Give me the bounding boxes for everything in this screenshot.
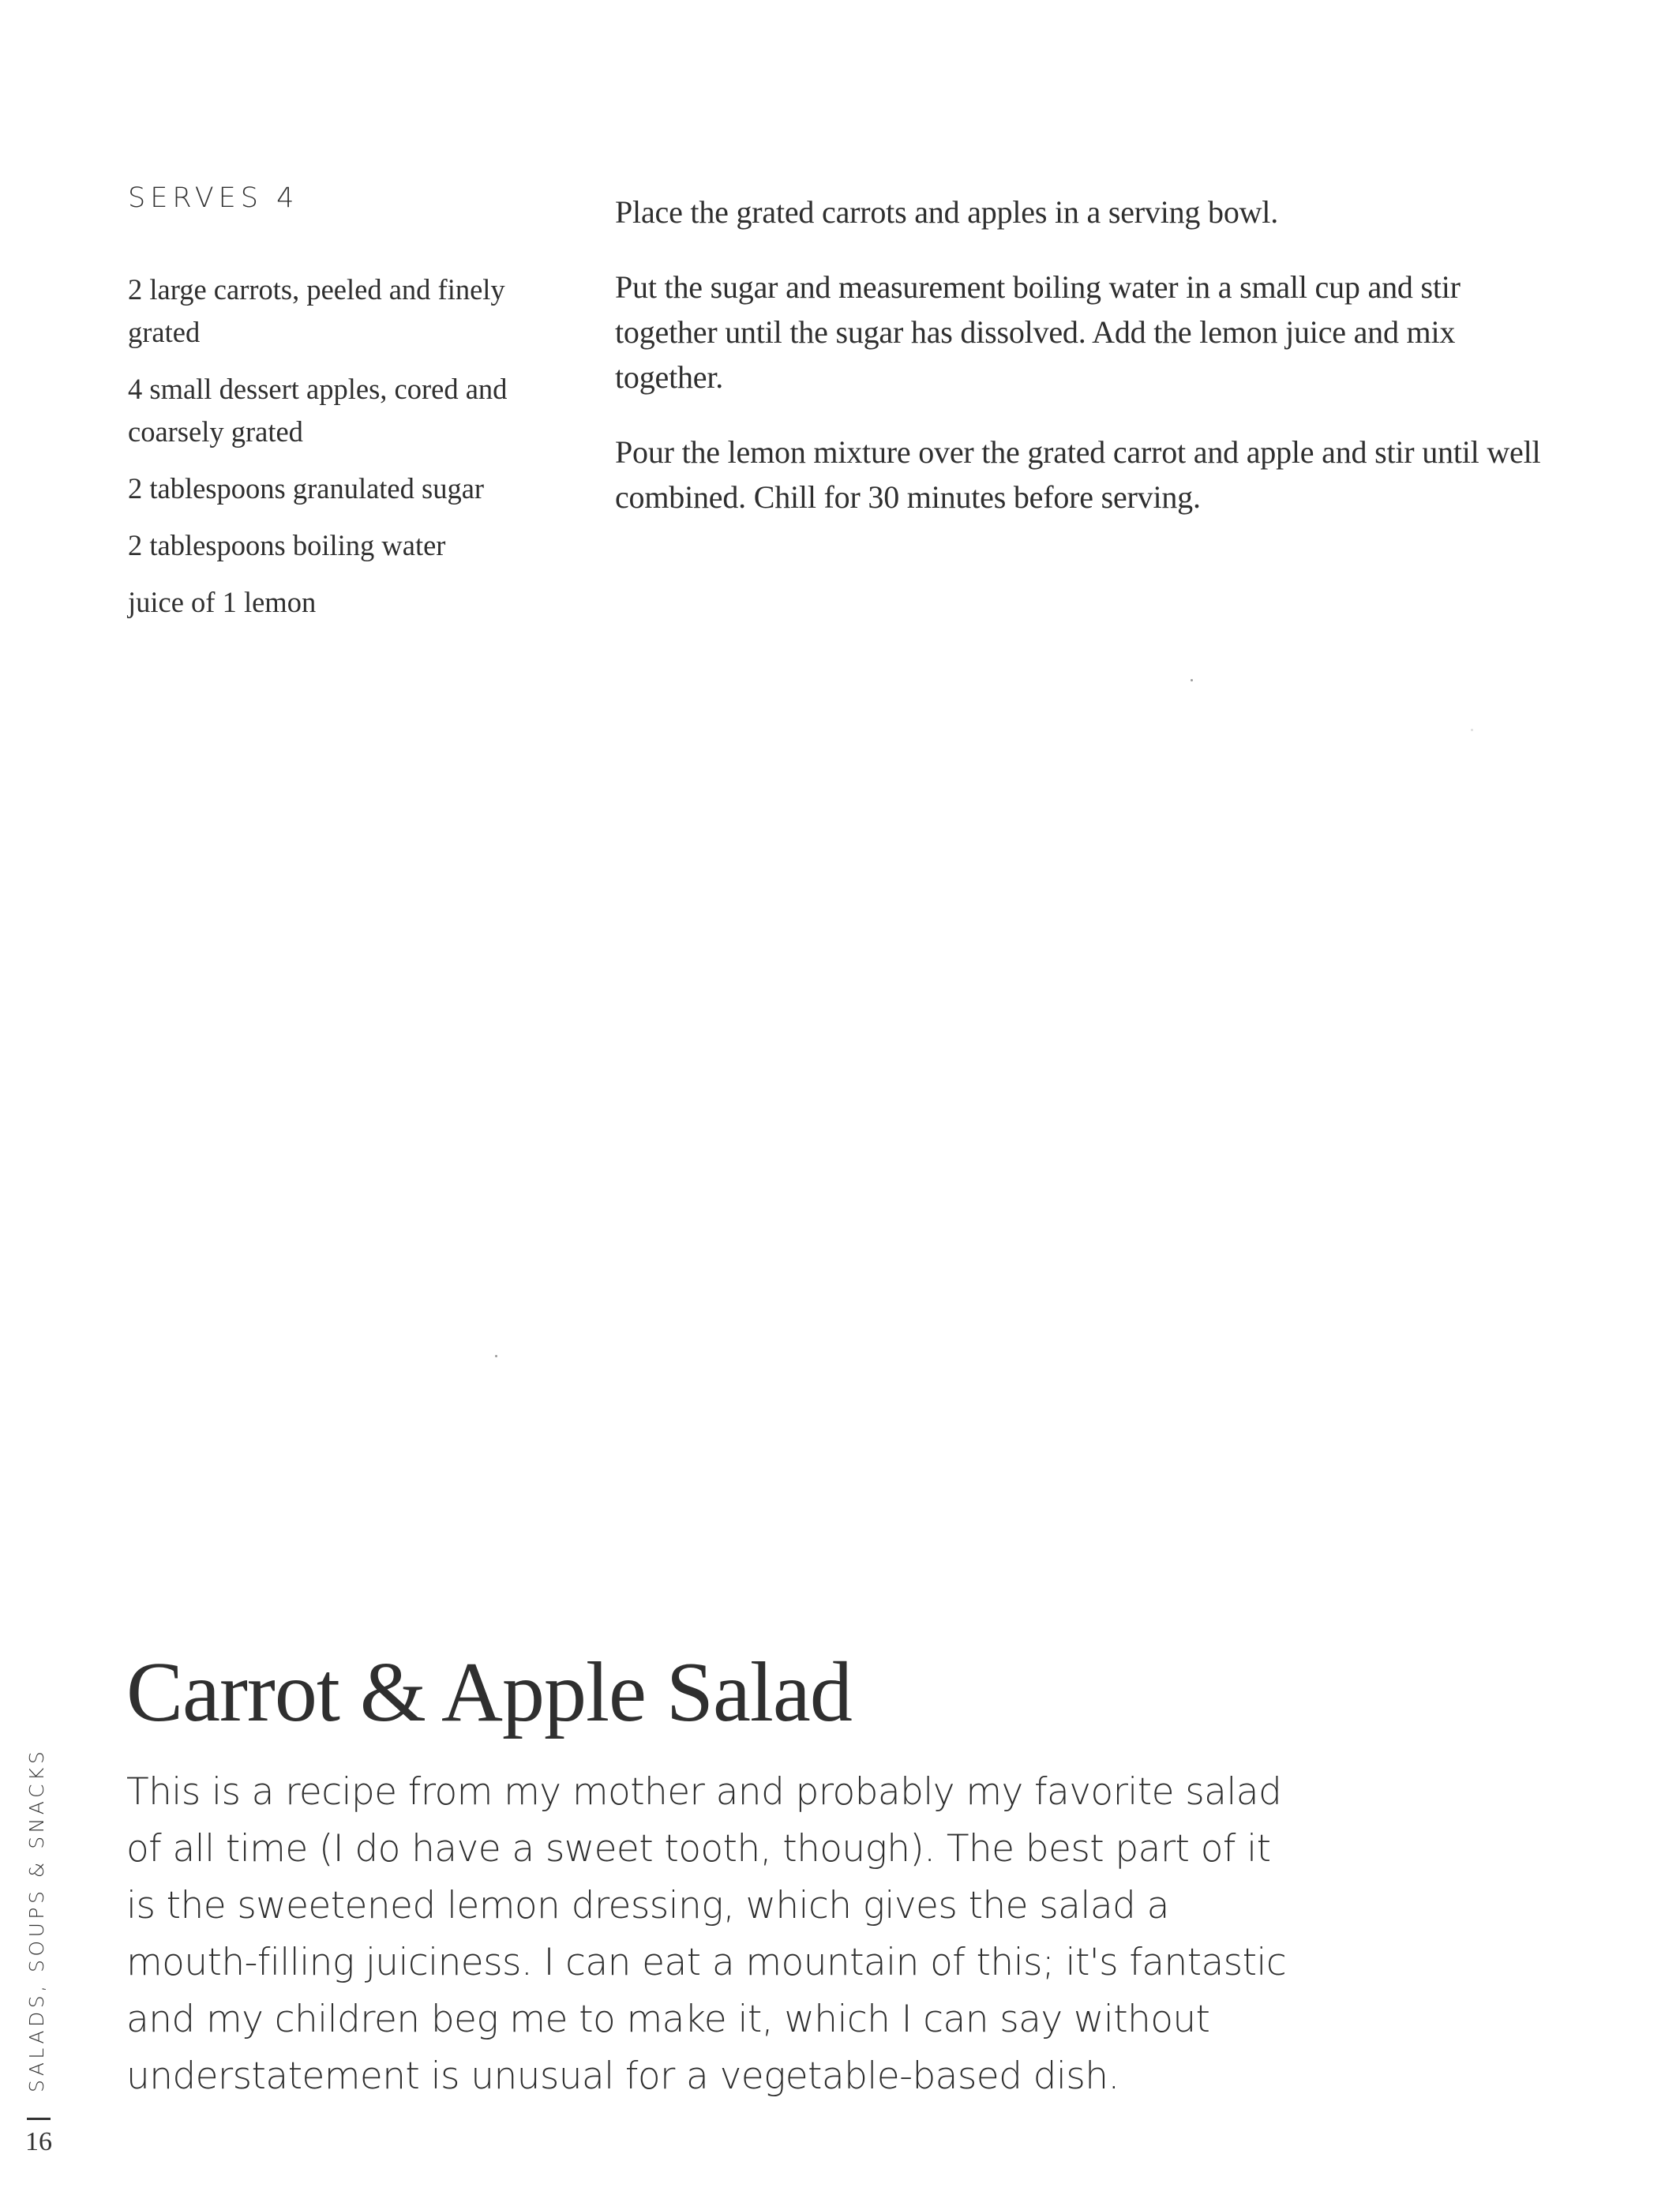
recipe-title: Carrot & Apple Salad bbox=[126, 1645, 852, 1739]
method-step: Pour the lemon mixture over the grated carrot and apple and stir until well combined. Chill for 30 minutes before serving. bbox=[615, 434, 1541, 515]
section-label: SALADS, SOUPS & SNACKS bbox=[25, 1747, 48, 2092]
method-step: Place the grated carrots and apples in a serving bowl. bbox=[615, 194, 1279, 230]
method-steps bbox=[615, 190, 1547, 550]
recipe-intro: This is a recipe from my mother and probably my favorite salad of all time (I do have a sweet tooth, though). The best part of it is the sweetened lemon dressing, which gives the salad a mouth-filling juiciness. I can eat a mountain of this; it's fantastic and my children beg me to make it, which I can say without understatement is unusual for a vegetable-based dish. bbox=[126, 1770, 1287, 2098]
ingredient-item: 2 large carrots, peeled and finely grated bbox=[128, 273, 505, 348]
footer-divider bbox=[27, 2118, 51, 2120]
method-step: Put the sugar and measurement boiling water in a small cup and stir together until the sugar has dissolved. Add the lemon juice and mix together. bbox=[615, 269, 1461, 395]
ingredient-item: 2 tablespoons boiling water bbox=[128, 529, 446, 561]
page-number: 16 bbox=[25, 2127, 52, 2156]
ingredient-item: 2 tablespoons granulated sugar bbox=[128, 472, 485, 505]
scan-speck bbox=[1191, 679, 1193, 681]
scan-speck bbox=[495, 1355, 497, 1357]
ingredients-list bbox=[128, 268, 570, 638]
serves-count: SERVES 4 bbox=[128, 182, 299, 214]
ingredient-item: juice of 1 lemon bbox=[128, 586, 317, 618]
scan-speck bbox=[1471, 729, 1473, 731]
ingredient-item: 4 small dessert apples, cored and coarsely grated bbox=[128, 373, 508, 448]
